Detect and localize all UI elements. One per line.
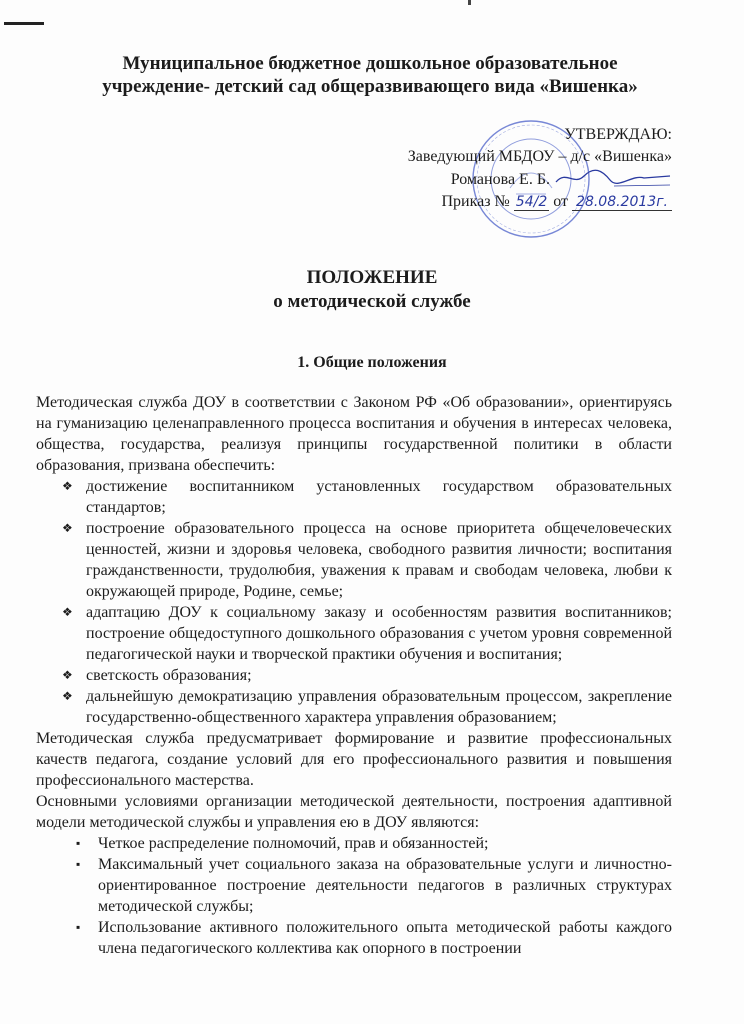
approve-label: УТВЕРЖДАЮ: xyxy=(564,126,672,143)
bullet-icon: ❖ xyxy=(62,605,73,619)
order-number: 54/2 xyxy=(515,194,548,210)
list-item: ▪ Максимальный учет социального заказа на образовательные услуги и личностно-ориентированное построение деятельности педагогов в различных структурах методической службы; xyxy=(76,856,672,915)
head-name: Романова Е. Б. xyxy=(450,171,550,188)
bullet-icon: ❖ xyxy=(62,689,73,703)
list-item: ❖ адаптацию ДОУ к социальному заказу и особенностям развития воспитанников; построение общедоступного дошкольного образования с учетом уровня современной педагогической науки и творческой практики обучения и воспитания; xyxy=(62,604,672,663)
list-item: ❖ светскость образования; xyxy=(62,667,252,684)
document-body xyxy=(36,392,672,959)
square-bullet-icon: ▪ xyxy=(76,857,81,871)
bullet-icon: ❖ xyxy=(62,479,73,493)
list-item: ▪ Использование активного положительного опыта методической работы каждого члена педагогического коллектива как опорного в построении xyxy=(76,919,672,957)
list-item: ▪ Четкое распределение полномочий, прав и обязанностей; xyxy=(76,835,489,852)
organization-header xyxy=(30,52,710,98)
head-position: Заведующий МБДОУ – д/с «Вишенка» xyxy=(407,148,672,165)
bullet-icon: ❖ xyxy=(62,668,73,682)
service-paragraph: Методическая служба предусматривает формирование и развитие профессиональных качеств педагога, создание условий для его профессионального развития и повышения профессионального мастерства. xyxy=(36,730,672,789)
order-prefix: Приказ № xyxy=(441,193,510,210)
document-title xyxy=(0,266,744,314)
square-bullet-icon: ▪ xyxy=(76,836,81,850)
header-line-1: Муниципальное бюджетное дошкольное образовательное xyxy=(122,53,618,74)
header-line-2: учреждение- детский сад общеразвивающего вида «Вишенка» xyxy=(102,76,638,97)
approval-block xyxy=(352,124,672,213)
section-heading: 1. Общие положения xyxy=(297,354,447,371)
bullet-icon: ❖ xyxy=(62,521,73,535)
intro-paragraph: Методическая служба ДОУ в соответствии с Законом РФ «Об образовании», ориентируясь на гуманизацию целенаправленного процесса воспитания и обучения в интересах человека, общества, государства, реализуя принципы государственной политики в области образования, призвана обеспечить: xyxy=(36,394,672,474)
title-line-1: ПОЛОЖЕНИЕ xyxy=(306,267,438,288)
signature-icon xyxy=(554,168,672,188)
order-date: 28.08.2013г. xyxy=(572,194,672,211)
list-item: ❖ дальнейшую демократизацию управления образовательным процессом, закрепление государственно-общественного характера управления образованием; xyxy=(62,688,672,726)
goals-list xyxy=(36,476,672,728)
order-line xyxy=(352,191,672,213)
order-from: от xyxy=(553,193,569,210)
list-item: ❖ достижение воспитанником установленных государством образовательных стандартов; xyxy=(62,478,672,516)
head-name-line xyxy=(352,168,672,191)
scan-mark-tick xyxy=(468,0,471,5)
scan-mark xyxy=(4,22,44,25)
title-line-2: о методической службе xyxy=(273,291,471,312)
list-item: ❖ построение образовательного процесса на основе приоритета общечеловеческих ценностей, жизни и здоровья человека, свободного развития личности; воспитания гражданственности, трудолюбия, уважения к правам и свободам человека, любви к окружающей природе, Родине, семье; xyxy=(62,520,672,600)
square-bullet-icon: ▪ xyxy=(76,920,81,934)
conditions-paragraph: Основными условиями организации методической деятельности, построения адаптивной модели методической службы и управления ею в ДОУ являются: xyxy=(36,793,672,831)
conditions-list xyxy=(36,833,672,959)
